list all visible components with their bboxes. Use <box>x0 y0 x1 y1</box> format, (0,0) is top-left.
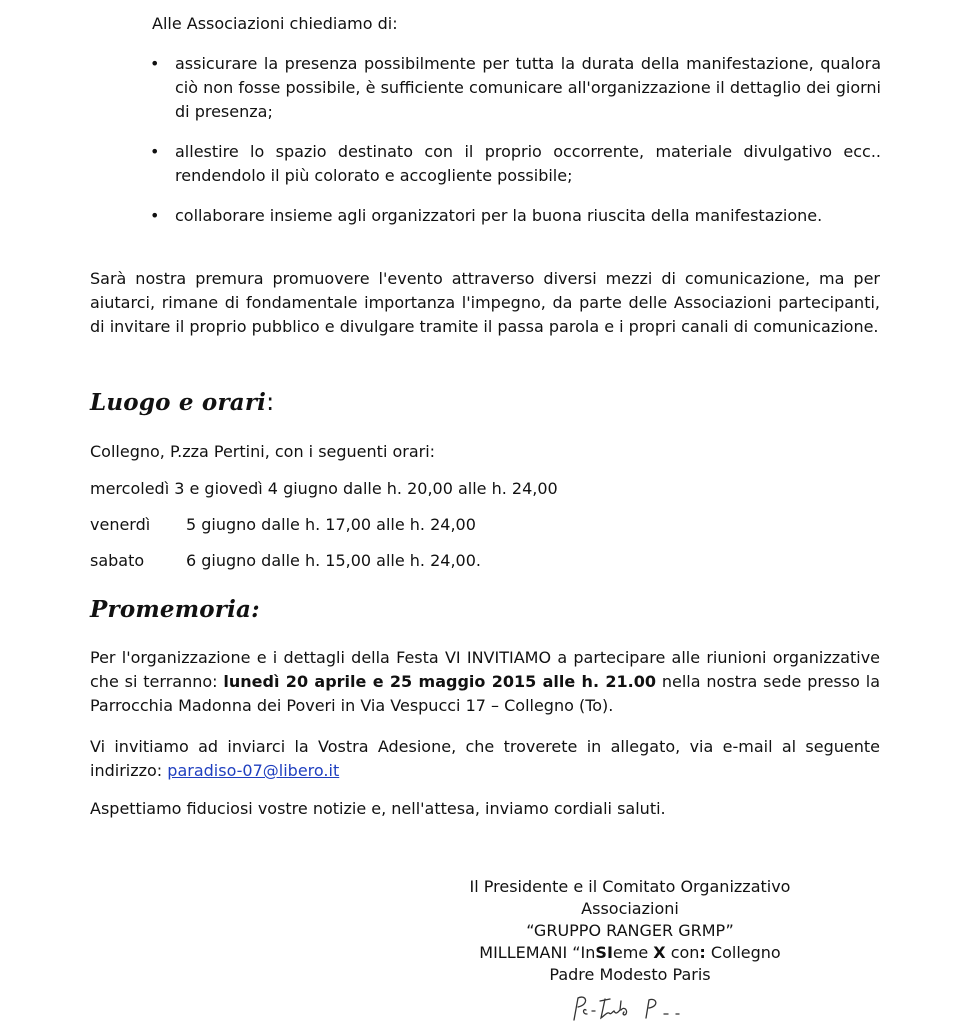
meeting-paragraph <box>90 646 880 718</box>
signature-block <box>430 876 830 986</box>
schedule-text: 6 giugno dalle h. 15,00 alle h. 24,00. <box>186 551 481 570</box>
list-item <box>150 52 881 124</box>
handwritten-signature <box>566 992 766 1026</box>
bullet-icon: • <box>150 54 160 73</box>
signature-line: Associazioni <box>581 899 679 918</box>
meeting-location: nella nostra sede presso la Parrocchia Madonna dei Poveri in Via Vespucci 17 – Collegno (To). <box>90 672 881 715</box>
schedule-line <box>90 549 481 573</box>
email-link[interactable]: paradiso-07@libero.it <box>167 761 340 780</box>
bullet-icon: • <box>150 206 160 225</box>
schedule-line: mercoledì 3 e giovedì 4 giugno dalle h. 20,00 alle h. 24,00 <box>90 479 558 498</box>
schedule-day: sabato <box>90 551 145 570</box>
adhesion-paragraph <box>90 735 880 783</box>
luogo-heading-text: Luogo e orari <box>90 389 267 416</box>
schedule-text: 5 giugno dalle h. 17,00 alle h. 24,00 <box>186 515 476 534</box>
closing-paragraph: Aspettiamo fiduciosi vostre notizie e, nell'attesa, inviamo cordiali saluti. <box>90 799 666 818</box>
signature-line: Padre Modesto Paris <box>549 965 711 984</box>
promemoria-heading: Promemoria: <box>90 596 260 623</box>
luogo-heading-colon: : <box>266 388 275 416</box>
location-text: Collegno, P.zza Pertini, con i seguenti orari: <box>90 442 436 461</box>
org-name-part: X <box>653 943 666 962</box>
intro-text: Alle Associazioni chiediamo di: <box>152 14 398 33</box>
promotion-paragraph: Sarà nostra premura promuovere l'evento attraverso diversi mezzi di comunicazione, ma per aiutarci, rimane di fondamentale importanza l'impegno, da parte delle Associazioni partecipanti, di invitare il proprio pubblico e divulgare tramite il passa parola e i propri canali di comunicazione. <box>90 269 880 336</box>
list-item <box>150 140 881 188</box>
list-item-text: collaborare insieme agli organizzatori per la buona riuscita della manifestazione. <box>175 206 823 225</box>
list-item-text: assicurare la presenza possibilmente per tutta la durata della manifestazione, qualora ciò non fosse possibile, è sufficiente comunicare all'organizzazione il dettaglio dei giorni di presenza; <box>175 54 881 121</box>
meeting-dates: lunedì 20 aprile e 25 maggio 2015 alle h. 21.00 <box>223 672 656 691</box>
signature-line <box>430 942 830 964</box>
schedule-day: venerdì <box>90 515 151 534</box>
org-name-part: SI <box>595 943 613 962</box>
signature-line: Il Presidente e il Comitato Organizzativo <box>469 877 791 896</box>
org-name-part: Collegno <box>705 943 781 962</box>
list-item <box>150 204 881 228</box>
luogo-heading <box>90 388 274 416</box>
request-list <box>150 52 881 228</box>
org-name-part: MILLEMANI “In <box>479 943 596 962</box>
meeting-text: Per l'organizzazione e i dettagli della Festa VI INVITIAMO a partecipare alle riunioni organizzative che si terranno: <box>90 648 880 691</box>
schedule-line <box>90 513 476 537</box>
adhesion-text: Vi invitiamo ad inviarci la Vostra Adesione, che troverete in allegato, via e-mail al seguente indirizzo: <box>90 737 880 780</box>
org-name-part: : <box>699 943 706 962</box>
org-name-part: eme <box>612 943 654 962</box>
bullet-icon: • <box>150 142 160 161</box>
list-item-text: allestire lo spazio destinato con il proprio occorrente, materiale divulgativo ecc.. rendendolo il più colorato e accogliente possibile; <box>175 142 881 185</box>
signature-line: “GRUPPO RANGER GRMP” <box>526 921 734 940</box>
org-name-part: con <box>665 943 700 962</box>
